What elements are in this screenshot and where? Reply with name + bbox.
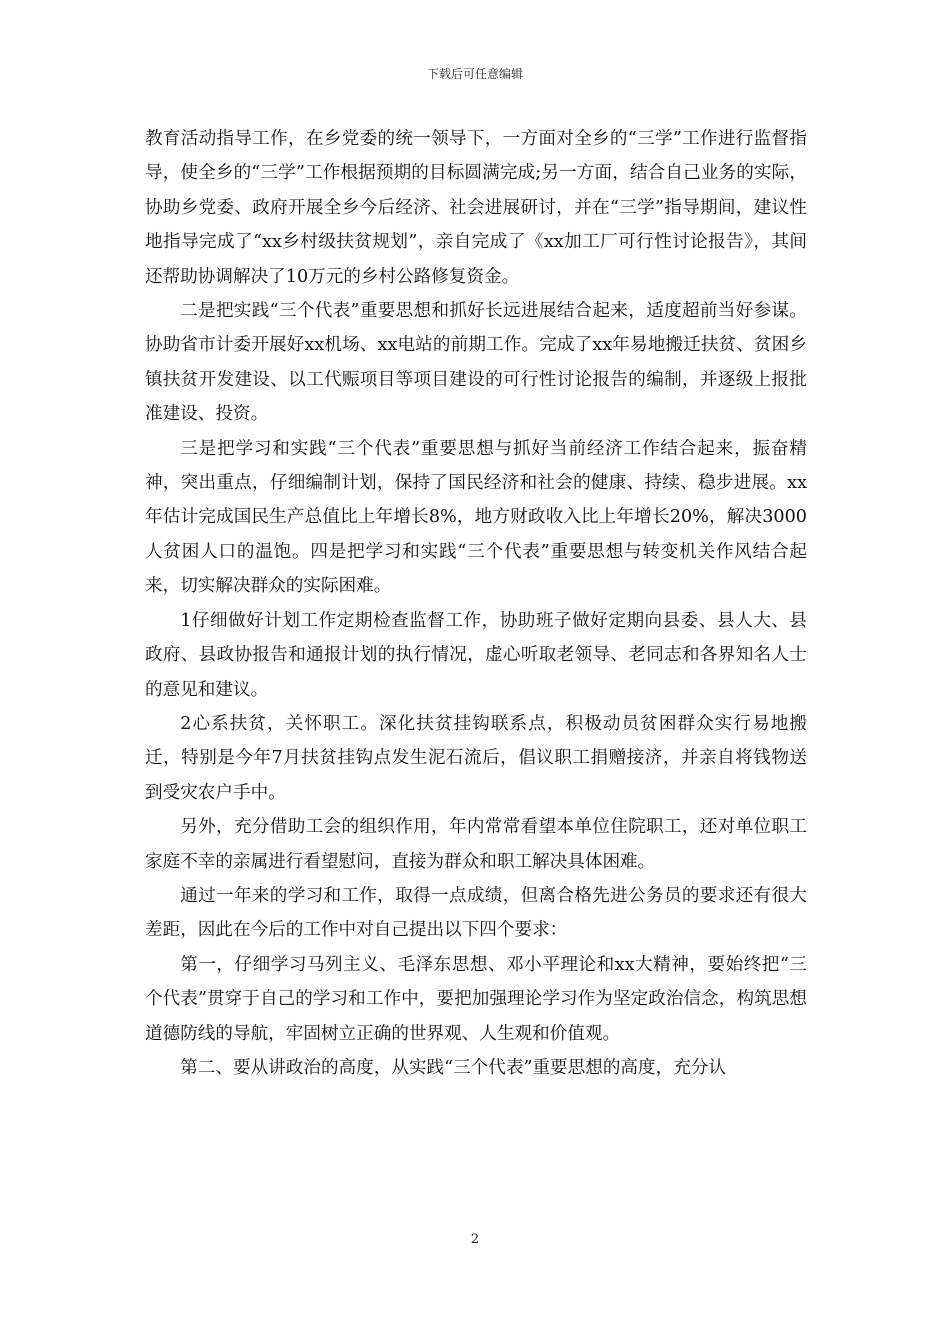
paragraph: 1仔细做好计划工作定期检查监督工作，协助班子做好定期向县委、县人大、县政府、县政协报告和通报计划的执行情况，虚心听取老领导、老同志和各界知名人士的意见和建议。: [145, 610, 807, 700]
paragraph: 教育活动指导工作，在乡党委的统一领导下，一方面对全乡的“三学”工作进行监督指导，使全乡的“三学”工作根据预期的目标圆满完成;另一方面，结合自己业务的实际，协助乡党委、政府开展全乡今后经济、社会进展研讨，并在“三学”指导期间，建议性地指导完成了“xx乡村级扶贫规划”，亲自完成了《xx加工厂可行性讨论报告》，其间还帮助协调解决了10万元的乡村公路修复资金。: [145, 129, 807, 287]
document-body: [145, 122, 807, 1085]
paragraph: 第二、要从讲政治的高度，从实践“三个代表”重要思想的高度，充分认: [180, 1057, 726, 1078]
paragraph: 二是把实践“三个代表”重要思想和抓好长远进展结合起来，适度超前当好参谋。协助省市计委开展好xx机场、xx电站的前期工作。完成了xx年易地搬迁扶贫、贫困乡镇扶贫开发建设、以工代赈项目等项目建设的可行性讨论报告的编制，并逐级上报批准建设、投资。: [145, 301, 807, 425]
paragraph: 第一，仔细学习马列主义、毛泽东思想、邓小平理论和xx大精神，要始终把“三个代表”贯穿于自己的学习和工作中，要把加强理论学习作为坚定政治信念，构筑思想道德防线的导航，牢固树立正确的世界观、人生观和价值观。: [145, 954, 807, 1044]
page-header: 下载后可任意编辑: [426, 67, 523, 81]
paragraph: 另外，充分借助工会的组织作用，年内常常看望本单位住院职工，还对单位职工家庭不幸的亲属进行看望慰问，直接为群众和职工解决具体困难。: [145, 817, 807, 872]
page-number: 2: [470, 1232, 480, 1247]
paragraph: 2心系扶贫，关怀职工。深化扶贫挂钩联系点，积极动员贫困群众实行易地搬迁，特别是今年7月扶贫挂钩点发生泥石流后，倡议职工捐赠接济，并亲自将钱物送到受灾农户手中。: [145, 713, 807, 803]
paragraph: 通过一年来的学习和工作，取得一点成绩，但离合格先进公务员的要求还有很大差距，因此在今后的工作中对自己提出以下四个要求：: [145, 885, 807, 941]
paragraph: 三是把学习和实践“三个代表”重要思想与抓好当前经济工作结合起来，振奋精神，突出重点，仔细编制计划，保持了国民经济和社会的健康、持续、稳步进展。xx年估计完成国民生产总值比上年增长8%，地方财政收入比上年增长20%，解决3000人贫困人口的温饱。四是把学习和实践“三个代表”重要思想与转变机关作风结合起来，切实解决群众的实际困难。: [145, 438, 807, 597]
